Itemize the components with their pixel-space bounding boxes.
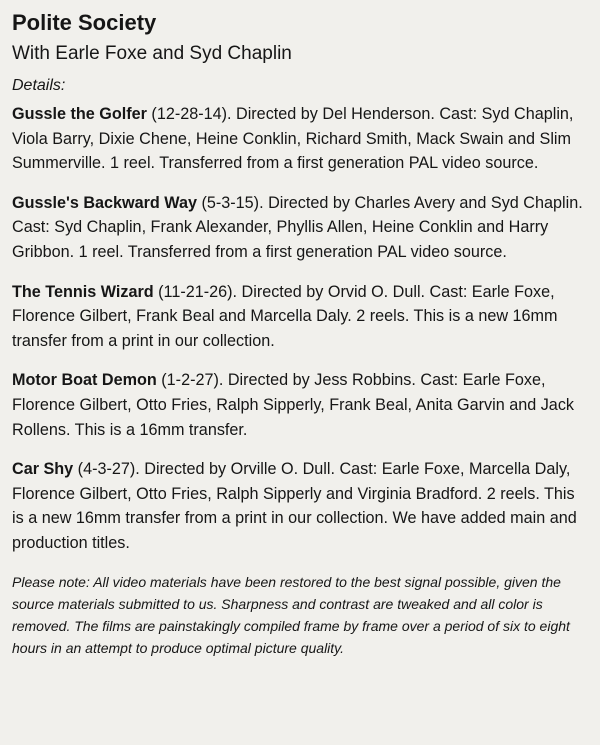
film-entry [12, 102, 588, 176]
film-title: Gussle's Backward Way [12, 193, 197, 212]
film-description: . Directed by Orvid O. Dull. Cast: Earle Foxe, Florence Gilbert, Frank Beal and Marcella Daly. 2 reels. This is a new 16mm transfer from a print in our collection. [12, 282, 558, 350]
film-title: Gussle the Golfer [12, 105, 147, 123]
film-description: . Directed by Charles Avery and Syd Chaplin. Cast: Syd Chaplin, Frank Alexander, Phyllis Allen, Heine Conklin and Harry Gribbon. 1 reel. Transferred from a first generation PAL video source. [12, 193, 583, 261]
film-description: . Directed by Del Henderson. Cast: Syd Chaplin, Viola Barry, Dixie Chene, Heine Conklin, Richard Smith, Mack Swain and Slim Summerville. 1 reel. Transferred from a first generation PAL video source. [12, 105, 574, 173]
film-title: The Tennis Wizard [12, 282, 154, 301]
film-description: . Directed by Jess Robbins. Cast: Earle Foxe, Florence Gilbert, Otto Fries, Ralph Sipperly, Frank Beal, Anita Garvin and Jack Rollens. This is a 16mm transfer. [12, 371, 575, 439]
page-title: Polite Society [12, 10, 157, 35]
film-date: (5-3-15) [197, 193, 260, 212]
film-date: (12-28-14) [146, 105, 228, 123]
film-entries [12, 102, 588, 556]
film-description: . Directed by Orville O. Dull. Cast: Earle Foxe, Marcella Daly, Florence Gilbert, Otto Fries, Ralph Sipperly and Virginia Bradford. 2 reels. This is a new 16mm transfer from a print in our collection. We have added main and production titles. [12, 460, 577, 552]
film-entry [12, 368, 588, 442]
film-title: Motor Boat Demon [12, 371, 157, 390]
details-label: Details: [12, 77, 66, 94]
film-date: (11-21-26) [153, 282, 233, 301]
film-title: Car Shy [12, 460, 74, 479]
film-date: (1-2-27) [156, 371, 219, 390]
restoration-note: Please note: All video materials have been restored to the best signal possible, given the source materials submitted to us. Sharpness and contrast are tweaked and all color is removed. The films are painstakingly compiled frame by frame over a period of six to eight hours in an attempt to produce optimal picture quality. [12, 573, 570, 657]
page-subtitle: With Earle Foxe and Syd Chaplin [12, 43, 292, 64]
film-date: (4-3-27) [73, 460, 136, 479]
film-entry [12, 280, 588, 354]
film-entry [12, 457, 588, 555]
film-entry [12, 191, 588, 265]
